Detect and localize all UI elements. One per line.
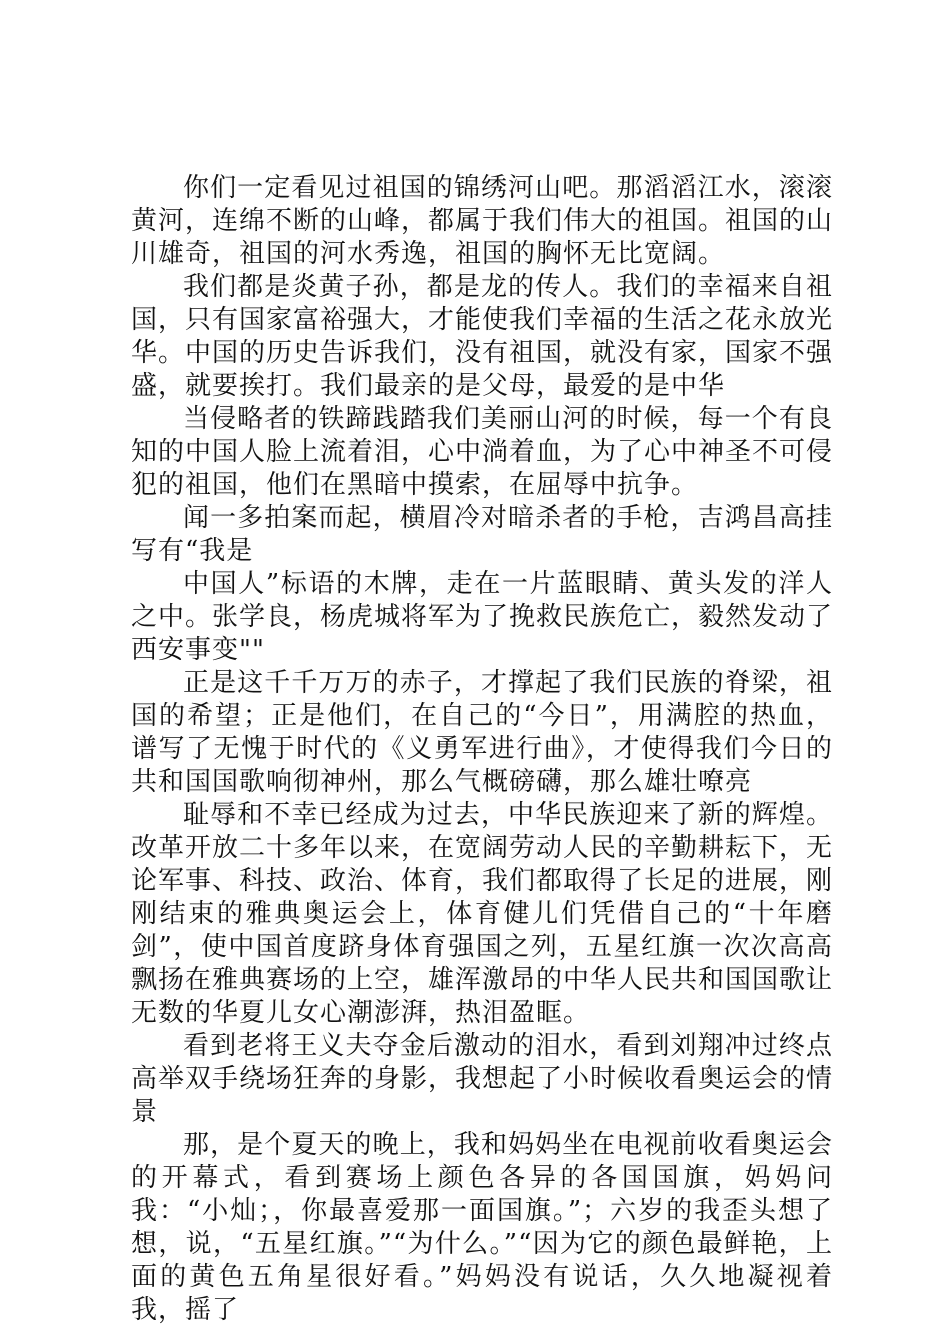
paragraph-1: 你们一定看见过祖国的锦绣河山吧。那滔滔江水，滚滚黄河，连绵不断的山峰，都属于我们伟大的祖国。祖国的山川雄奇，祖国的河水秀逸，祖国的胸怀无比宽阔。 — [131, 173, 834, 269]
paragraph-7: 耻辱和不幸已经成为过去，中华民族迎来了新的辉煌。改革开放二十多年以来，在宽阔劳动人民的辛勤耕耘下，无论军事、科技、政治、体育，我们都取得了长足的进展，刚刚结束的雅典奥运会上，体育健儿们凭借自己的“十年磨剑”，使中国首度跻身体育强国之列，五星红旗一次次高高飘扬在雅典赛场的上空，雄浑激昂的中华人民共和国国歌让无数的华夏儿女心潮澎湃，热泪盈眶。 — [131, 800, 834, 1028]
paragraph-3: 当侵略者的铁蹄践踏我们美丽山河的时候，每一个有良知的中国人脸上流着泪，心中淌着血，为了心中神圣不可侵犯的祖国，他们在黑暗中摸索，在屈辱中抗争。 — [131, 404, 834, 500]
paragraph-8: 看到老将王义夫夺金后激动的泪水，看到刘翔冲过终点高举双手绕场狂奔的身影，我想起了小时候收看奥运会的情景 — [131, 1031, 834, 1127]
paragraph-5: 中国人”标语的木牌，走在一片蓝眼睛、黄头发的洋人之中。张学良，杨虎城将军为了挽救民族危亡，毅然发动了西安事变"" — [131, 569, 834, 665]
paragraph-9: 那，是个夏天的晚上，我和妈妈坐在电视前收看奥运会的开幕式，看到赛场上颜色各异的各国国旗，妈妈问我：“小灿；，你最喜爱那一面国旗。”；六岁的我歪头想了想，说，“五星红旗。”“为什么。”“因为它的颜色最鲜艳，上面的黄色五角星很好看。”妈妈没有说话，久久地凝视着我，摇了 — [131, 1130, 833, 1325]
paragraph-6: 正是这千千万万的赤子，才撑起了我们民族的脊梁，祖国的希望；正是他们，在自己的“今日”，用满腔的热血，谱写了无愧于时代的《义勇军进行曲》，才使得我们今日的共和国国歌响彻神州，那么气概磅礴，那么雄壮嘹亮 — [131, 668, 833, 797]
essay-body — [131, 172, 833, 1327]
paragraph-4: 闻一多拍案而起，横眉冷对暗杀者的手枪，吉鸿昌高挂写有“我是 — [131, 503, 833, 566]
paragraph-2: 我们都是炎黄子孙，都是龙的传人。我们的幸福来自祖国，只有国家富裕强大，才能使我们幸福的生活之花永放光华。中国的历史告诉我们，没有祖国，就没有家，国家不强盛，就要挨打。我们最亲的是父母，最爱的是中华 — [131, 272, 834, 401]
